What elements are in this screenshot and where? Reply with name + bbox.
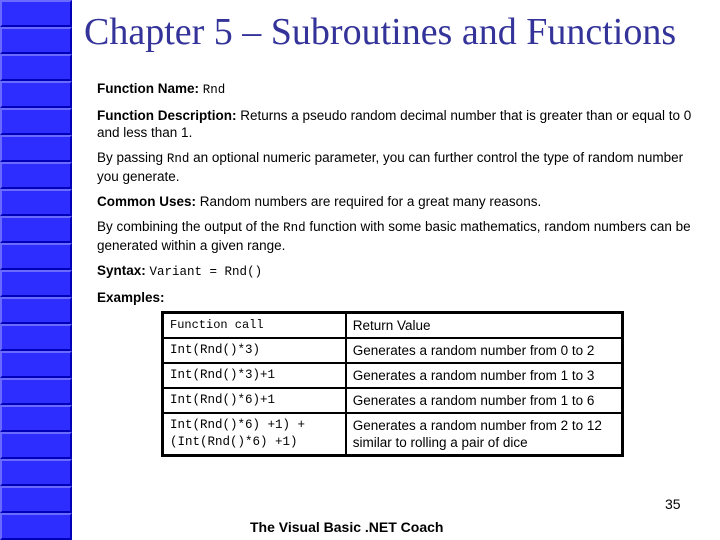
combining-suffix: function with some basic mathematics, random numbers can be generated within a given range.	[97, 219, 691, 253]
sidebar-tile	[0, 135, 72, 162]
passing-line	[97, 149, 697, 185]
footer-text: The Visual Basic .NET Coach	[250, 519, 444, 535]
table-cell-value: Generates a random number from 1 to 6	[346, 388, 622, 413]
sidebar-tile	[0, 216, 72, 243]
common-uses-label: Common Uses:	[97, 194, 197, 209]
combining-prefix: By combining the output of the	[97, 219, 280, 234]
passing-suffix: an optional numeric parameter, you can further control the type of random number you generate.	[97, 150, 684, 184]
sidebar-tile	[0, 297, 72, 324]
sidebar-tile	[0, 81, 72, 108]
sidebar-tile	[0, 486, 72, 513]
function-name-line	[97, 80, 697, 99]
sidebar-tile	[0, 54, 72, 81]
page-number: 35	[665, 496, 681, 512]
syntax-label: Syntax:	[97, 263, 146, 278]
table-header-value: Return Value	[346, 313, 622, 338]
examples-table	[161, 311, 624, 457]
table-cell-value: Generates a random number from 1 to 3	[346, 363, 622, 388]
table-row	[163, 388, 622, 413]
combining-code: Rnd	[283, 221, 306, 235]
sidebar-tile	[0, 459, 72, 486]
table-header-call: Function call	[163, 313, 346, 338]
passing-code: Rnd	[166, 152, 190, 166]
sidebar-tile	[0, 324, 72, 351]
table-cell-call: Int(Rnd()*3)	[163, 338, 346, 363]
examples-label: Examples:	[97, 290, 165, 305]
description-line	[97, 107, 697, 141]
sidebar-tile	[0, 162, 72, 189]
description-text: Returns a pseudo random decimal number that is greater than or equal to 0 and less than 1.	[97, 108, 692, 140]
sidebar-tile	[0, 189, 72, 216]
syntax-line	[97, 262, 697, 281]
common-uses-text: Random numbers are required for a great many reasons.	[199, 194, 542, 209]
function-name-label: Function Name:	[97, 81, 200, 96]
sidebar-tile	[0, 270, 72, 297]
table-cell-call: Int(Rnd()*6)+1	[163, 388, 346, 413]
table-header-row	[163, 313, 622, 338]
sidebar-tile	[0, 351, 72, 378]
decorative-sidebar	[0, 0, 72, 540]
sidebar-tile	[0, 378, 72, 405]
slide-content	[97, 80, 697, 314]
sidebar-tile	[0, 108, 72, 135]
passing-prefix: By passing	[97, 150, 164, 165]
table-cell-call: Int(Rnd()*3)+1	[163, 363, 346, 388]
description-label: Function Description:	[97, 108, 237, 123]
sidebar-tile	[0, 513, 72, 540]
table-cell-value: Generates a random number from 0 to 2	[346, 338, 622, 363]
table-cell-call: Int(Rnd()*6) +1) + (Int(Rnd()*6) +1)	[163, 413, 346, 455]
table-row	[163, 338, 622, 363]
sidebar-tile	[0, 0, 72, 27]
examples-line	[97, 289, 697, 306]
table-cell-value: Generates a random number from 2 to 12 similar to rolling a pair of dice	[346, 413, 622, 455]
common-uses-line	[97, 193, 697, 210]
sidebar-tile	[0, 405, 72, 432]
syntax-code: Variant = Rnd()	[149, 265, 263, 279]
table-row	[163, 363, 622, 388]
sidebar-tile	[0, 432, 72, 459]
combining-line	[97, 218, 697, 254]
function-name-value: Rnd	[202, 83, 226, 97]
slide-title: Chapter 5 – Subroutines and Functions	[84, 11, 677, 53]
sidebar-tile	[0, 27, 72, 54]
table-row	[163, 413, 622, 455]
sidebar-tile	[0, 243, 72, 270]
